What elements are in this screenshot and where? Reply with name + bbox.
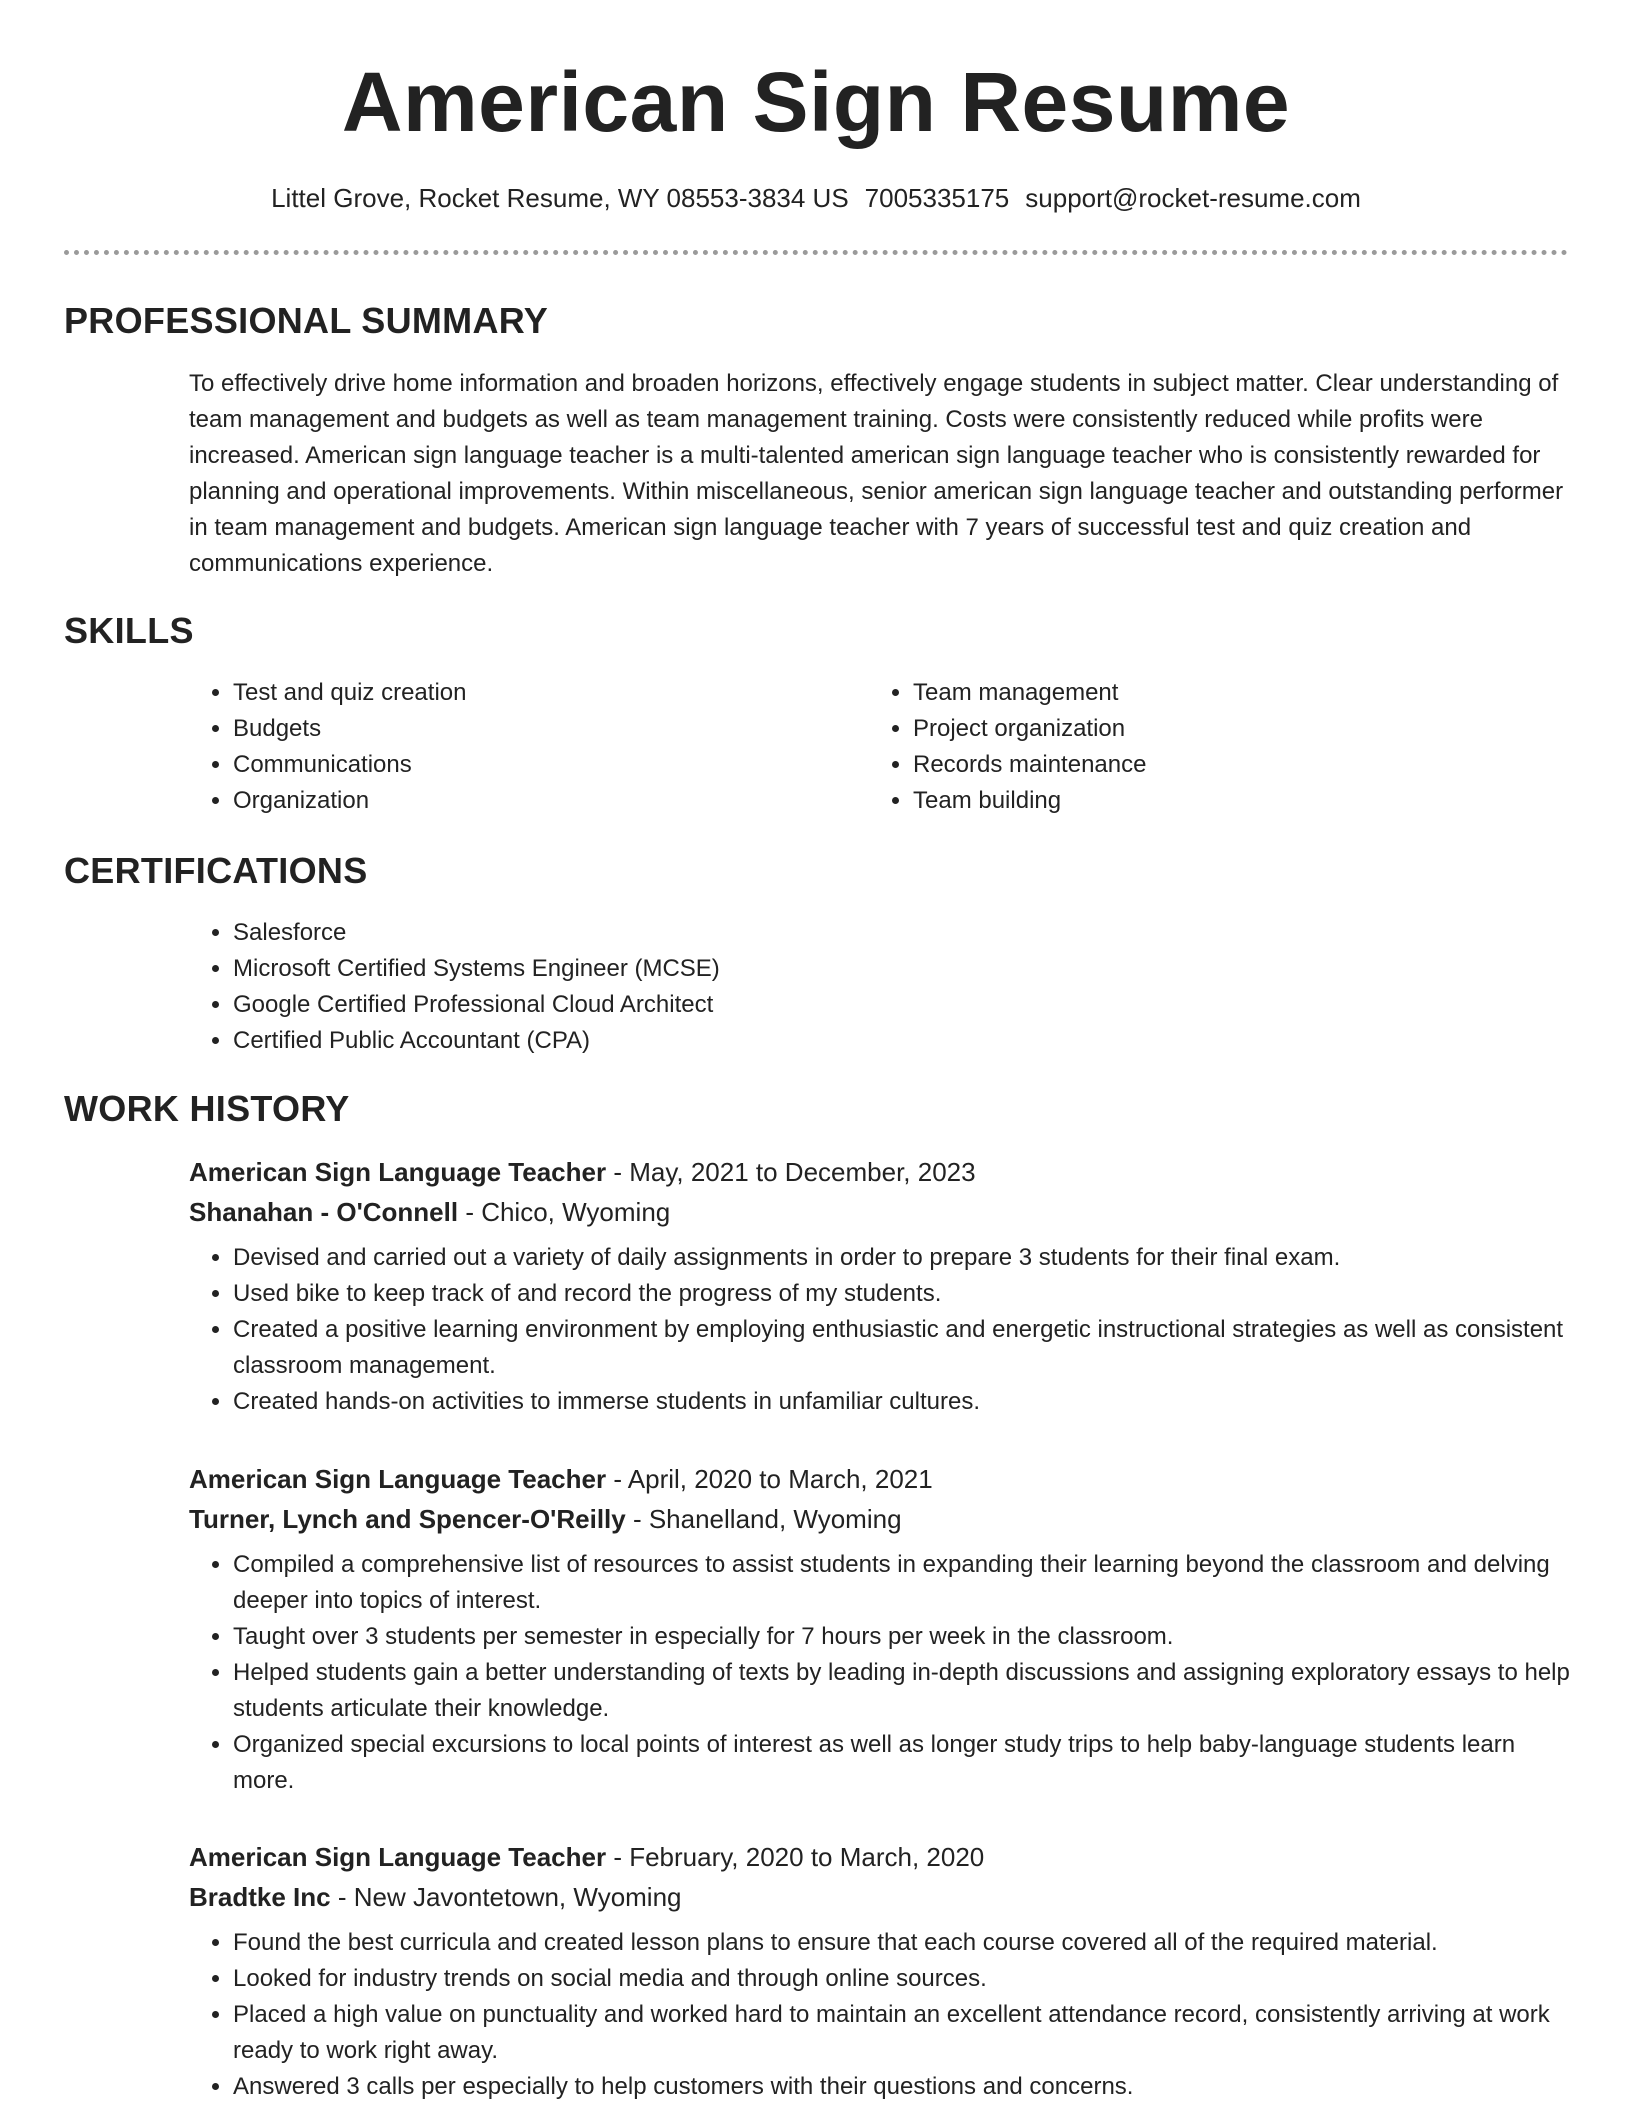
job-bullet: • Devised and carried out a variety of daily assignments in order to prepare 3 students for their final exam. [233, 1240, 1579, 1276]
job-title-line [189, 1837, 1579, 1877]
certifications-column [189, 915, 1489, 1059]
skill-item: • Team building [913, 783, 1469, 819]
skill-item: • Project organization [913, 711, 1469, 747]
job-bullet: • Created a positive learning environment by employing enthusiastic and energetic instructional strategies as well as consistent classroom management. [233, 1312, 1579, 1384]
certification-item: • Microsoft Certified Systems Engineer (MCSE) [233, 951, 1489, 987]
job-role: American Sign Language Teacher [189, 1842, 607, 1872]
job-company: Bradtke Inc [189, 1882, 331, 1912]
job-bullet: • Created hands-on activities to immerse students in unfamiliar cultures. [233, 1384, 1579, 1420]
job-location: - New Javontetown, Wyoming [330, 1882, 682, 1912]
certification-item: • Google Certified Professional Cloud Architect [233, 987, 1489, 1023]
job-role: American Sign Language Teacher [189, 1464, 607, 1494]
skills-right-list [869, 675, 1469, 819]
job-bullet: • Used bike to keep track of and record the progress of my students. [233, 1276, 1579, 1312]
contact-email: support@rocket-resume.com [1025, 183, 1361, 213]
contact-phone: 7005335175 [864, 183, 1010, 213]
section-title-skills: SKILLS [64, 610, 194, 651]
contact-line [0, 180, 1632, 216]
skills-left-list [189, 675, 789, 819]
job-company: Turner, Lynch and Spencer-O'Reilly [189, 1504, 626, 1534]
summary-text: To effectively drive home information and broaden horizons, effectively engage students in subject matter. Clear understanding of team management and budgets as well as team management training. Costs were consistently reduced while profits were increased. American sign language teacher is a multi-talented american sign language teacher who is consistently rewarded for planning and operational improvements. Within miscellaneous, senior american sign language teacher and outstanding performer in team management and budgets. American sign language teacher with 7 years of successful test and quiz creation and communications experience. [189, 370, 1564, 577]
header-divider [64, 250, 1568, 255]
skill-item: • Team management [913, 675, 1469, 711]
job-entry [189, 1152, 1579, 1420]
job-company-line [189, 1192, 1579, 1232]
section-title-summary: PROFESSIONAL SUMMARY [64, 300, 549, 341]
job-company: Shanahan - O'Connell [189, 1197, 459, 1227]
resume-name: American Sign Resume [341, 55, 1291, 149]
section-title-work-history: WORK HISTORY [64, 1088, 350, 1129]
job-bullet: • Looked for industry trends on social media and through online sources. [233, 1961, 1579, 1997]
job-bullet: • Organized special excursions to local points of interest as well as longer study trips to help baby-language students learn more. [233, 1727, 1579, 1799]
job-bullets [189, 1240, 1579, 1420]
job-bullet: • Helped students gain a better understanding of texts by leading in-depth discussions and assigning exploratory essays to help students articulate their knowledge. [233, 1655, 1579, 1727]
skill-item: • Budgets [233, 711, 789, 747]
job-bullet: • Taught over 3 students per semester in especially for 7 hours per week in the classroom. [233, 1619, 1579, 1655]
job-bullet: • Compiled a comprehensive list of resources to assist students in expanding their learning beyond the classroom and delving deeper into topics of interest. [233, 1547, 1579, 1619]
job-entry [189, 1459, 1579, 1799]
job-dates: - May, 2021 to December, 2023 [606, 1157, 976, 1187]
job-title-line [189, 1459, 1579, 1499]
skill-item: • Records maintenance [913, 747, 1469, 783]
contact-address: Littel Grove, Rocket Resume, WY 08553-3834 US [271, 183, 849, 213]
certification-item: • Salesforce [233, 915, 1489, 951]
job-bullet: • Found the best curricula and created lesson plans to ensure that each course covered all of the required material. [233, 1925, 1579, 1961]
skill-item: • Communications [233, 747, 789, 783]
job-role: American Sign Language Teacher [189, 1157, 607, 1187]
job-bullet: • Answered 3 calls per especially to help customers with their questions and concerns. [233, 2069, 1579, 2105]
skills-left-column [189, 675, 789, 819]
job-bullet: • Placed a high value on punctuality and worked hard to maintain an excellent attendance record, consistently arriving at work ready to work right away. [233, 1997, 1579, 2069]
skill-item: • Organization [233, 783, 789, 819]
section-title-certifications: CERTIFICATIONS [64, 850, 368, 891]
skill-item: • Test and quiz creation [233, 675, 789, 711]
job-location: - Chico, Wyoming [458, 1197, 671, 1227]
skills-right-column [869, 675, 1469, 819]
job-dates: - April, 2020 to March, 2021 [606, 1464, 933, 1494]
job-bullets [189, 1547, 1579, 1799]
job-entry [189, 1837, 1579, 2105]
job-dates: - February, 2020 to March, 2020 [606, 1842, 985, 1872]
job-bullets [189, 1925, 1579, 2105]
job-company-line [189, 1499, 1579, 1539]
job-location: - Shanelland, Wyoming [625, 1504, 902, 1534]
job-company-line [189, 1877, 1579, 1917]
job-title-line [189, 1152, 1579, 1192]
certifications-list [189, 915, 1489, 1059]
certification-item: • Certified Public Accountant (CPA) [233, 1023, 1489, 1059]
